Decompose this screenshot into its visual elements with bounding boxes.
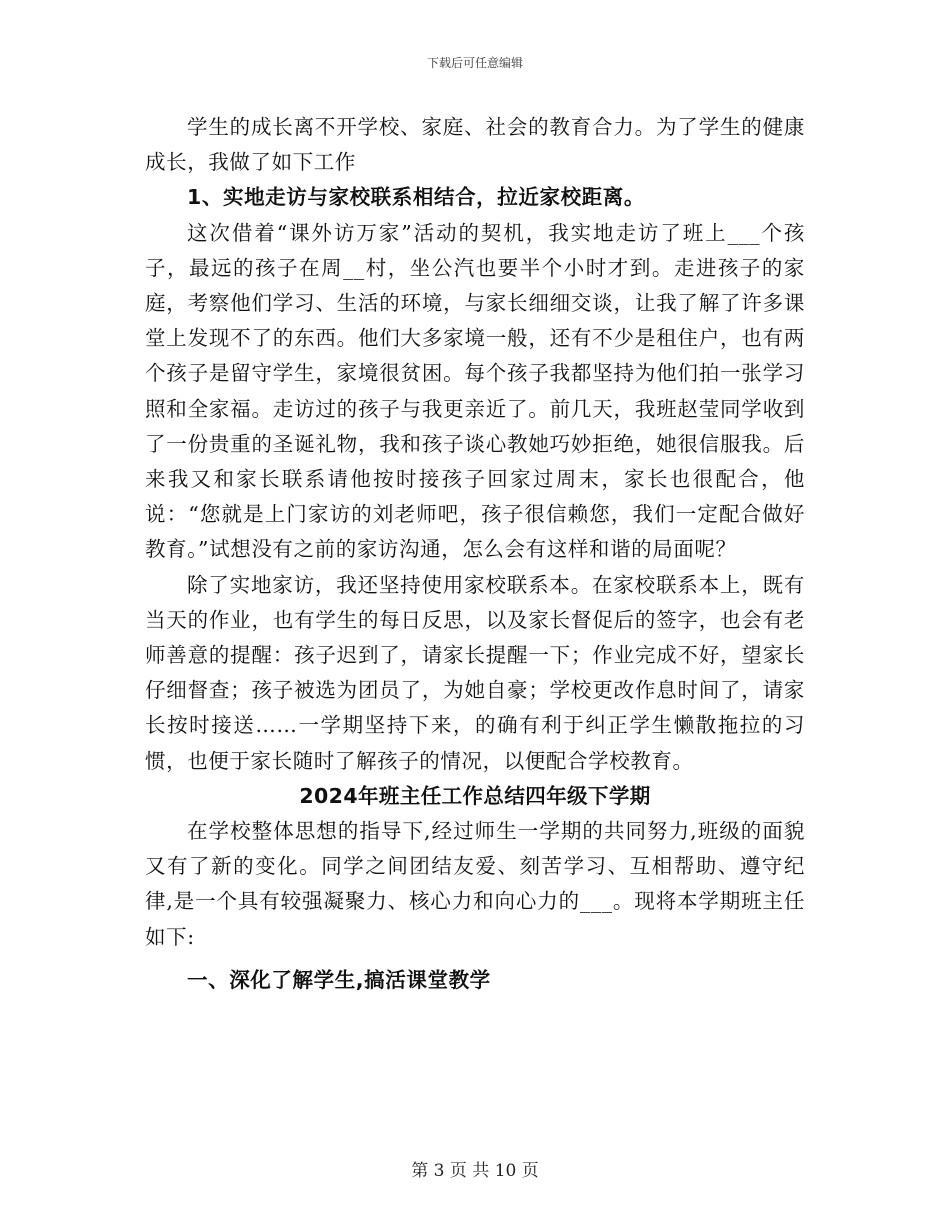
paragraph-intro: 学生的成长离不开学校、家庭、社会的教育合力。为了学生的健康成长，我做了如下工作 xyxy=(145,115,805,175)
document-body xyxy=(145,110,805,998)
paragraph-summary-intro: 在学校整体思想的指导下,经过师生一学期的共同努力,班级的面貌又有了新的变化。同学之间团结友爱、刻苦学习、互相帮助、遵守纪律,是一个具有较强凝聚力、核心力和向心力的___。现将本学期班主任如下: xyxy=(145,819,805,949)
section-heading-1: 1、实地走访与家校联系相结合，拉近家校距离。 xyxy=(187,185,645,210)
page-header: 下载后可任意编辑 xyxy=(426,56,523,70)
section-heading-2: 一、深化了解学生,搞活课堂教学 xyxy=(187,967,491,992)
paragraph-home-visit: 这次借着“课外访万家”活动的契机，我实地走访了班上___个孩子，最远的孩子在周__村，坐公汽也要半个小时才到。走进孩子的家庭，考察他们学习、生活的环境，与家长细细交谈，让我了解了许多课堂上发现不了的东西。他们大多家境一般，还有不少是租住户，也有两个孩子是留守学生，家境很贫困。每个孩子我都坚持为他们拍一张学习照和全家福。走访过的孩子与我更亲近了。前几天，我班赵莹同学收到了一份贵重的圣诞礼物，我和孩子谈心教她巧妙拒绝，她很信服我。后来我又和家长联系请他按时接孩子回家过周末，家长也很配合，他说：“您就是上门家访的刘老师吧，孩子很信赖您，我们一定配合做好教育。”试想没有之前的家访沟通，怎么会有这样和谐的局面呢？ xyxy=(145,220,805,562)
document-title: 2024年班主任工作总结四年级下学期 xyxy=(299,783,651,808)
paragraph-contact-book: 除了实地家访，我还坚持使用家校联系本。在家校联系本上，既有当天的作业，也有学生的每日反思，以及家长督促后的签字，也会有老师善意的提醒：孩子迟到了，请家长提醒一下；作业完成不好，望家长仔细督查；孩子被选为团员了，为她自豪；学校更改作息时间了，请家长按时接送……一学期坚持下来，的确有利于纠正学生懒散拖拉的习惯，也便于家长随时了解孩子的情况，以便配合学校教育。 xyxy=(145,572,805,773)
page-number: 第 3 页 共 10 页 xyxy=(411,1161,539,1181)
